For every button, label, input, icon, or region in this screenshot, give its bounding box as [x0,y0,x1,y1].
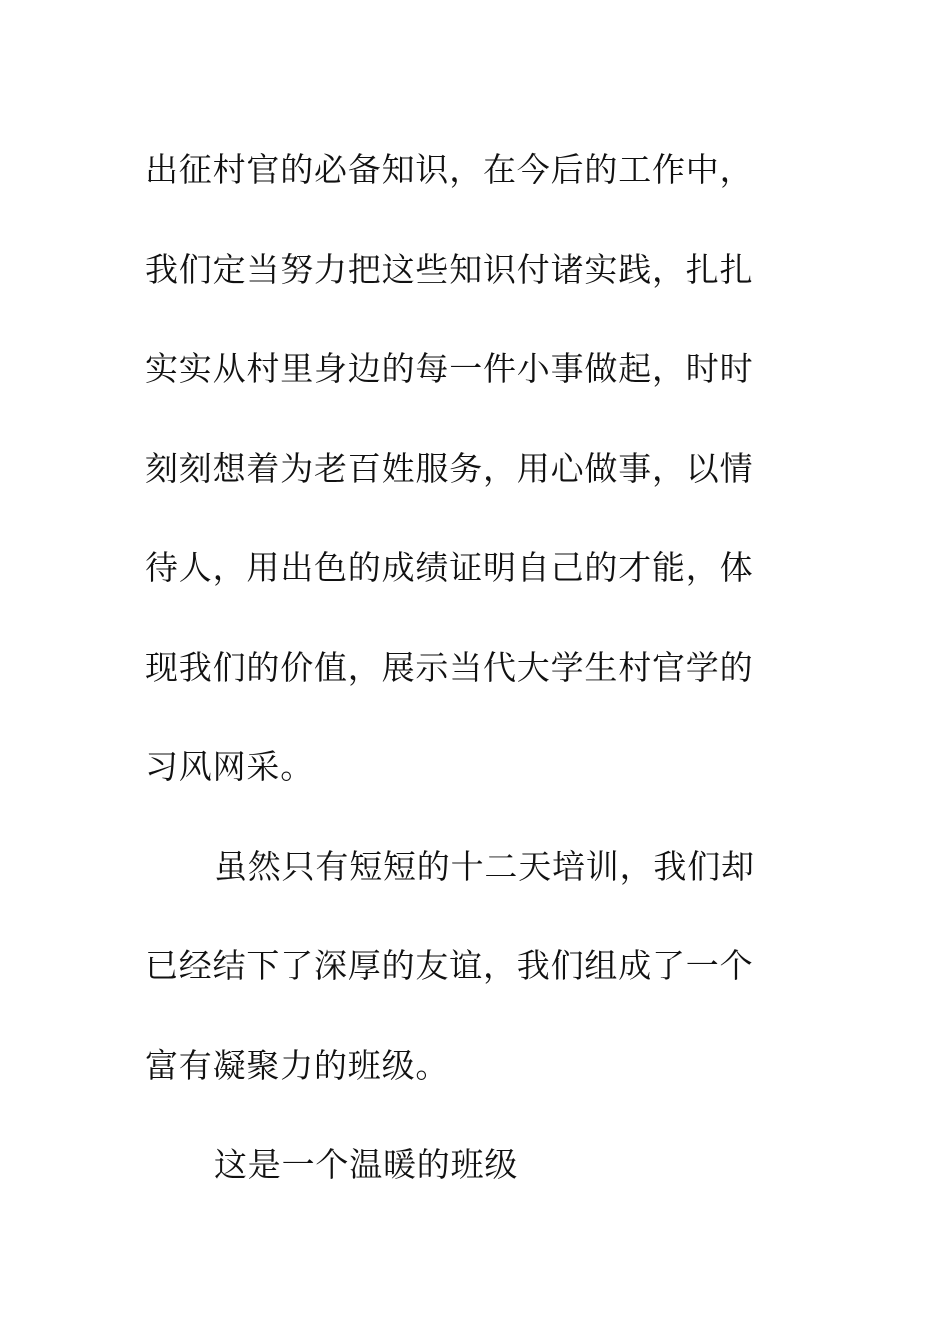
body-paragraph-3: 这是一个温暖的班级 [214,1145,519,1184]
body-paragraph-1: 出征村官的必备知识，在今后的工作中，我们定当努力把这些知识付诸实践，扎扎实实从村里身边的每一件小事做起，时时刻刻想着为老百姓服务，用心做事，以情待人，用出色的成绩证明自己的才能，体现我们的价值，展示当代大学生村官学的习风网采。 [145,150,754,786]
body-paragraph-2: 虽然只有短短的十二天培训，我们却已经结下了深厚的友谊，我们组成了一个富有凝聚力的班级。 [145,846,755,1085]
